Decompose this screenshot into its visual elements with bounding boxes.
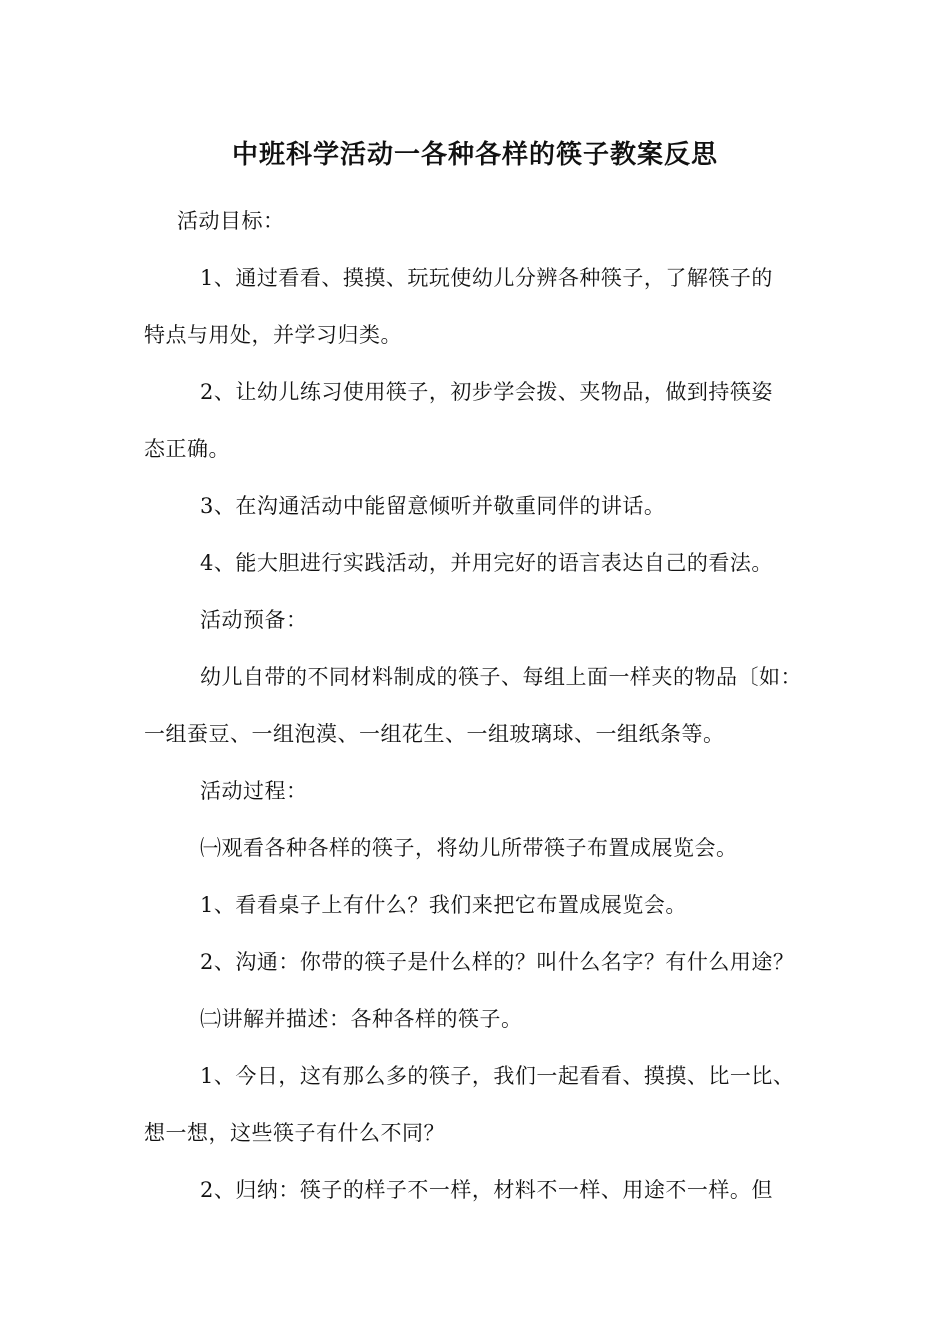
paragraph-line: 2、让幼儿练习使用筷子，初步学会拨、夹物品，做到持筷姿 [200, 380, 773, 404]
paragraph-line: ㈠观看各种各样的筷子，将幼儿所带筷子布置成展览会。 [200, 836, 738, 860]
paragraph-line: 幼儿自带的不同材料制成的筷子、每组上面一样夹的物品〔如： [200, 665, 802, 689]
paragraph-line: 2、沟通：你带的筷子是什么样的？叫什么名字？有什么用途？ [200, 950, 795, 974]
paragraph-line: ㈡讲解并描述：各种各样的筷子。 [200, 1007, 523, 1031]
paragraph-line: 一组蚕豆、一组泡漠、一组花生、一组玻璃球、一组纸条等。 [144, 722, 725, 746]
paragraph-line: 1、通过看看、摸摸、玩玩使幼儿分辨各种筷子，了解筷子的 [200, 266, 773, 290]
paragraph-line: 1、看看桌子上有什么？我们来把它布置成展览会。 [200, 893, 687, 917]
document-title: 中班科学活动一各种各样的筷子教案反思 [231, 140, 718, 170]
paragraph-line: 3、在沟通活动中能留意倾听并敬重同伴的讲话。 [200, 494, 666, 518]
paragraph-line: 特点与用处，并学习归类。 [144, 323, 402, 347]
section-heading-goals: 活动目标： [177, 209, 285, 233]
paragraph-line: 4、能大胆进行实践活动，并用完好的语言表达自己的看法。 [200, 551, 773, 575]
paragraph-line: 想一想，这些筷子有什么不同？ [144, 1121, 445, 1145]
section-heading-process: 活动过程： [200, 779, 308, 803]
paragraph-line: 2、归纳：筷子的样子不一样，材料不一样、用途不一样。但 [200, 1178, 773, 1202]
paragraph-line: 1、今日，这有那么多的筷子，我们一起看看、摸摸、比一比、 [200, 1064, 795, 1088]
paragraph-line: 态正确。 [144, 437, 230, 461]
section-heading-preparation: 活动预备： [200, 608, 308, 632]
